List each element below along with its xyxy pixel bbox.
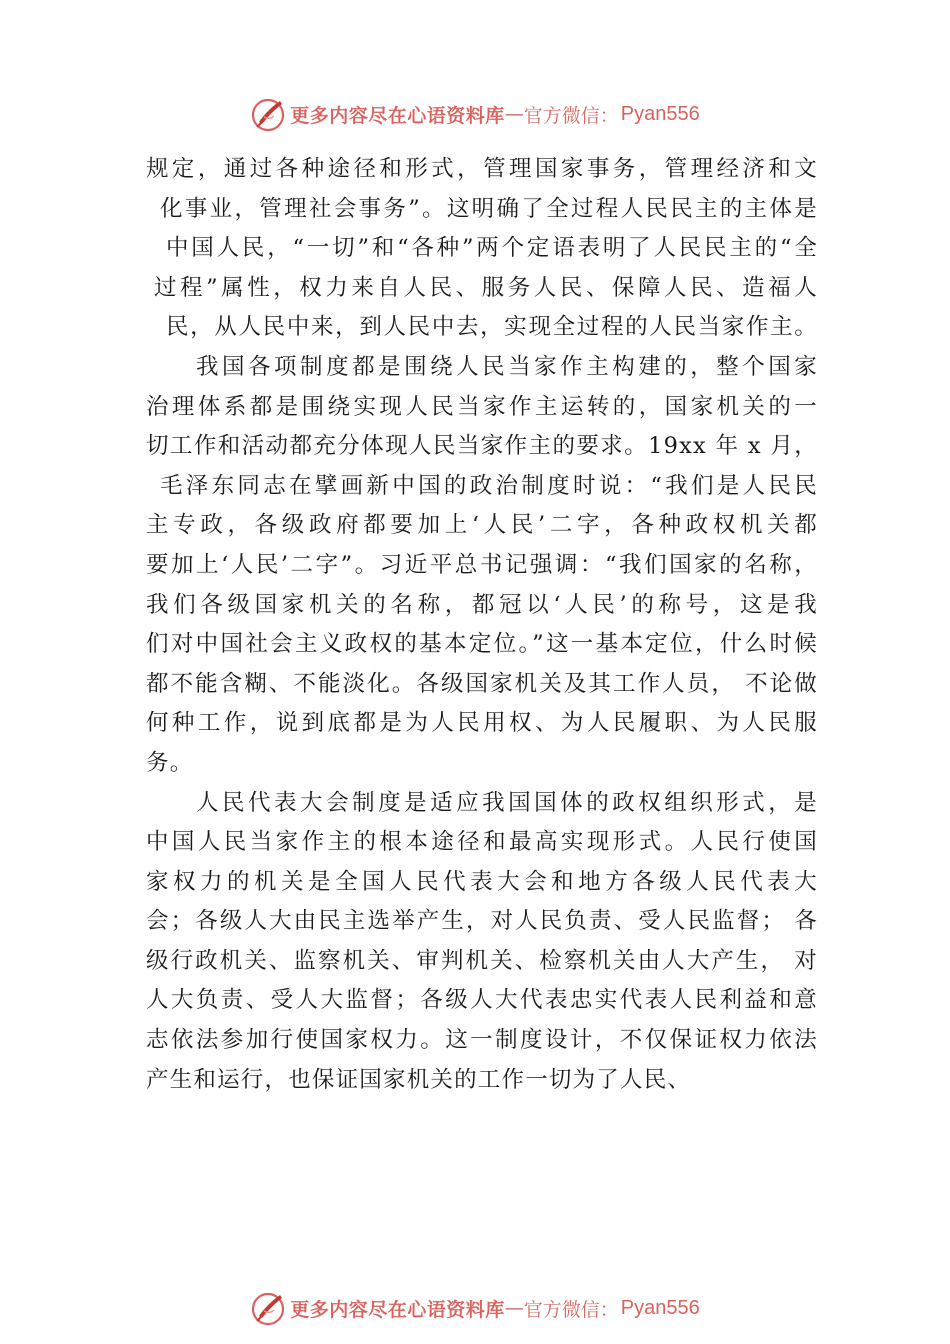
body-line: 治理体系都是围绕实现人民当家作主运转的，国家机关的一 bbox=[146, 393, 818, 420]
footer-brand-text: 更多内容尽在心语资料库 bbox=[290, 1298, 505, 1321]
body-line: 我们各级国家机关的名称，都冠以‘人民’的称号，这是我 bbox=[146, 591, 818, 618]
body-line: 务。 bbox=[146, 749, 194, 776]
body-line: 规定，通过各种途径和形式，管理国家事务，管理经济和文 bbox=[146, 156, 818, 182]
body-line: 主专政，各级政府都要加上‘人民’二字，各种政权机关都 bbox=[146, 512, 818, 539]
body-line: 中国人民当家作主的根本途径和最高实现形式。人民行使国 bbox=[146, 829, 818, 856]
header-brand-text: 更多内容尽在心语资料库 bbox=[290, 104, 505, 127]
body-line: 切工作和活动都充分体现人民当家作主的要求。19xx 年 x 月， bbox=[146, 433, 818, 460]
footer-separator: — bbox=[504, 1297, 524, 1319]
pen-logo-icon bbox=[250, 1290, 286, 1326]
footer-wechat-label: 官方微信： bbox=[523, 1298, 619, 1321]
footer-wechat-id: Pyan556 bbox=[620, 1296, 700, 1319]
body-line: 过程”属性，权力来自人民、服务人民、保障人民、造福人 bbox=[154, 274, 818, 301]
header-separator: — bbox=[504, 103, 524, 125]
body-line: 都不能含糊、不能淡化。各级国家机关及其工作人员， 不论做 bbox=[146, 670, 818, 697]
document-body bbox=[146, 150, 818, 1100]
body-line: 志依法参加行使国家权力。这一制度设计，不仅保证权力依法 bbox=[146, 1027, 818, 1054]
header-wechat-label: 官方微信： bbox=[523, 104, 619, 127]
body-line: 毛泽东同志在擘画新中国的政治制度时说：“我们是人民民 bbox=[160, 472, 818, 499]
body-line: 会；各级人大由民主选举产生，对人民负责、受人民监督； 各 bbox=[146, 908, 818, 935]
body-line: 人大负责、受人大监督；各级人大代表忠实代表人民利益和意 bbox=[146, 987, 818, 1014]
body-line: 化事业，管理社会事务”。这明确了全过程人民民主的主体是 bbox=[160, 195, 818, 222]
paragraph-start-line: 人民代表大会制度是适应我国国体的政权组织形式，是 bbox=[196, 789, 818, 816]
body-line: 级行政机关、监察机关、审判机关、检察机关由人大产生， 对 bbox=[146, 947, 818, 974]
paragraph-start-line: 我国各项制度都是围绕人民当家作主构建的，整个国家 bbox=[196, 353, 818, 380]
body-line: 民，从人民中来，到人民中去，实现全过程的人民当家作主。 bbox=[166, 314, 818, 341]
body-line: 何种工作，说到底都是为人民用权、为人民履职、为人民服 bbox=[146, 710, 818, 737]
header-wechat-id: Pyan556 bbox=[620, 102, 700, 125]
body-line: 中国人民，“一切”和“各种”两个定语表明了人民民主的“全 bbox=[166, 235, 818, 262]
body-line: 家权力的机关是全国人民代表大会和地方各级人民代表大 bbox=[146, 868, 818, 895]
body-line: 要加上‘人民’二字”。习近平总书记强调：“我们国家的名称， bbox=[146, 551, 818, 578]
body-line: 们对中国社会主义政权的基本定位。”这一基本定位，什么时候 bbox=[146, 631, 818, 658]
header-banner bbox=[0, 94, 950, 134]
pen-logo-icon bbox=[250, 96, 286, 132]
body-line: 产生和运行，也保证国家机关的工作一切为了人民、 bbox=[146, 1066, 692, 1093]
footer-banner bbox=[0, 1288, 950, 1328]
